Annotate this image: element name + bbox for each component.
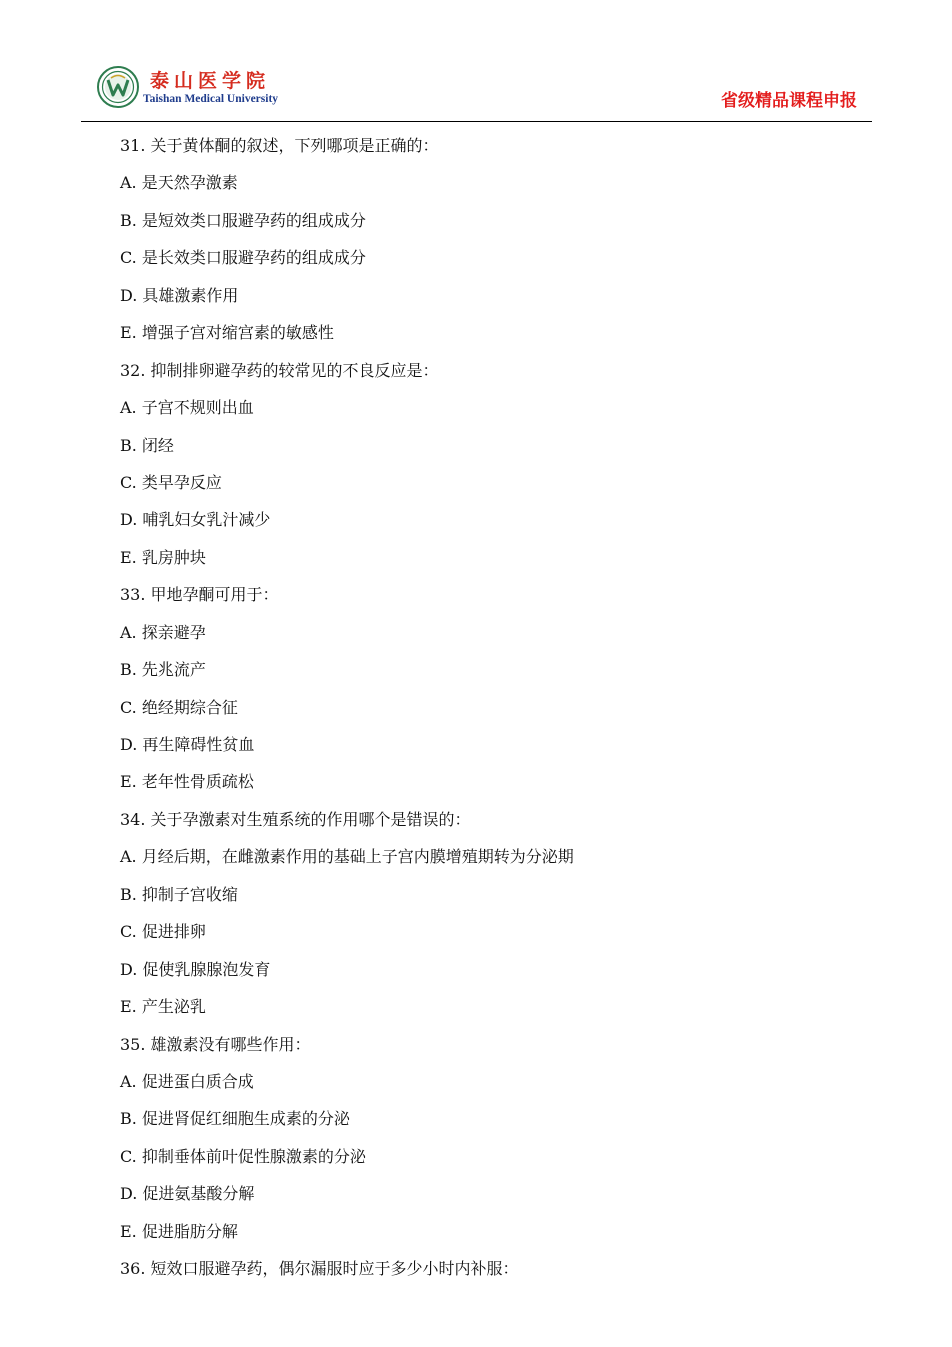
question-line: 35. 雄激素没有哪些作用： <box>120 1034 311 1054</box>
question-line: 32. 抑制排卵避孕药的较常见的不良反应是： <box>120 360 439 380</box>
option-line: A. 探亲避孕 <box>120 622 206 642</box>
logo-english-name: Taishan Medical University <box>143 93 279 105</box>
option-line: E. 增强子宫对缩宫素的敏感性 <box>120 323 334 343</box>
option-line: D. 哺乳妇女乳汁减少 <box>120 510 271 530</box>
option-line: E. 乳房肿块 <box>120 547 206 567</box>
option-line: D. 促进氨基酸分解 <box>120 1184 255 1204</box>
question-line: 31. 关于黄体酮的叙述，下列哪项是正确的： <box>120 136 439 155</box>
option-line: A. 促进蛋白质合成 <box>120 1071 254 1091</box>
page-header <box>0 0 952 125</box>
option-line: E. 老年性骨质疏松 <box>120 772 254 792</box>
option-line: E. 产生泌乳 <box>120 997 206 1017</box>
option-line: C. 促进排卵 <box>120 922 206 942</box>
header-divider <box>81 121 872 122</box>
option-line: B. 闭经 <box>120 435 174 455</box>
question-line: 36. 短效口服避孕药，偶尔漏服时应于多少小时内补服： <box>120 1259 519 1279</box>
option-line: C. 抑制垂体前叶促性腺激素的分泌 <box>120 1146 366 1166</box>
option-line: A. 月经后期，在雌激素作用的基础上子宫内膜增殖期转为分泌期 <box>120 847 574 867</box>
question-line: 34. 关于孕激素对生殖系统的作用哪个是错误的： <box>120 809 471 829</box>
logo-chinese-name: 泰山医学院 <box>150 70 271 92</box>
option-line: B. 是短效类口服避孕药的组成成分 <box>120 210 366 230</box>
university-seal-icon <box>97 66 139 108</box>
option-line: B. 抑制子宫收缩 <box>120 884 238 904</box>
option-line: C. 是长效类口服避孕药的组成成分 <box>120 248 366 268</box>
option-line: D. 具雄激素作用 <box>120 285 239 305</box>
option-line: B. 促进肾促红细胞生成素的分泌 <box>120 1109 350 1129</box>
option-line: C. 绝经期综合征 <box>120 697 238 717</box>
option-line: A. 是天然孕激素 <box>120 173 238 193</box>
option-line: B. 先兆流产 <box>120 660 206 680</box>
option-line: D. 促使乳腺腺泡发育 <box>120 959 271 979</box>
header-title: 省级精品课程申报 <box>721 91 857 111</box>
option-line: D. 再生障碍性贫血 <box>120 735 255 754</box>
question-line: 33. 甲地孕酮可用于： <box>120 585 279 605</box>
option-line: C. 类早孕反应 <box>120 472 222 492</box>
option-line: E. 促进脂肪分解 <box>120 1221 238 1241</box>
question-list <box>120 127 860 1288</box>
option-line: A. 子宫不规则出血 <box>120 398 254 418</box>
